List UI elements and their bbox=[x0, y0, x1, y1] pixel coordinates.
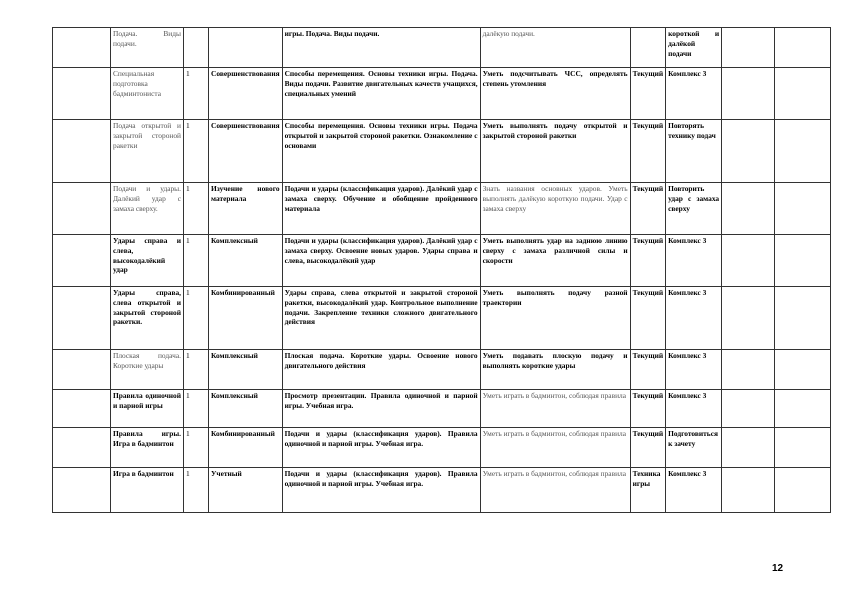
lesson-number-cell bbox=[53, 428, 111, 468]
content-cell: Подачи и удары (классификация ударов). Правила одиночной и парной игры. Учебная игра. bbox=[282, 468, 480, 513]
topic-cell: Плоская подача. Короткие удары bbox=[111, 350, 184, 390]
hours-cell: 1 bbox=[184, 350, 209, 390]
fact-date-cell bbox=[775, 183, 831, 235]
lesson-number-cell bbox=[53, 28, 111, 68]
topic-cell: Подача открытой и закрытой стороной ракетки bbox=[111, 120, 184, 183]
plan-date-cell bbox=[722, 350, 775, 390]
content-cell: Просмотр презентации. Правила одиночной и парной игры. Учебная игра. bbox=[282, 390, 480, 428]
table-row bbox=[53, 28, 831, 68]
homework-cell: короткой и далёкой подачи bbox=[666, 28, 722, 68]
lesson-number-cell bbox=[53, 183, 111, 235]
table-row bbox=[53, 68, 831, 120]
hours-cell: 1 bbox=[184, 235, 209, 287]
lesson-number-cell bbox=[53, 468, 111, 513]
control-cell: Текущий bbox=[630, 120, 666, 183]
homework-cell: Повторить удар с замаха сверху bbox=[666, 183, 722, 235]
table-row bbox=[53, 428, 831, 468]
lesson-type-cell: Комплексный bbox=[209, 390, 283, 428]
lesson-number-cell bbox=[53, 235, 111, 287]
content-cell: Способы перемещения. Основы техники игры. Подача открытой и закрытой стороной ракетки. Ознакомление с основами bbox=[282, 120, 480, 183]
lesson-number-cell bbox=[53, 287, 111, 350]
fact-date-cell bbox=[775, 350, 831, 390]
plan-date-cell bbox=[722, 183, 775, 235]
plan-date-cell bbox=[722, 468, 775, 513]
table-row bbox=[53, 468, 831, 513]
hours-cell bbox=[184, 28, 209, 68]
content-cell: Плоская подача. Короткие удары. Освоение нового двигательного действия bbox=[282, 350, 480, 390]
table-row bbox=[53, 183, 831, 235]
fact-date-cell bbox=[775, 390, 831, 428]
lesson-type-cell: Комбинированный bbox=[209, 428, 283, 468]
homework-cell: Комплекс 3 bbox=[666, 68, 722, 120]
lesson-number-cell bbox=[53, 350, 111, 390]
topic-cell: Специальная подготовка бадминтониста bbox=[111, 68, 184, 120]
hours-cell: 1 bbox=[184, 390, 209, 428]
plan-date-cell bbox=[722, 428, 775, 468]
hours-cell: 1 bbox=[184, 468, 209, 513]
fact-date-cell bbox=[775, 235, 831, 287]
requirements-cell: Знать названия основных ударов. Уметь выполнять далёкую короткую подачи. Удар с замаха сверху bbox=[480, 183, 630, 235]
homework-cell: Комплекс 3 bbox=[666, 287, 722, 350]
topic-cell: Игра в бадминтон bbox=[111, 468, 184, 513]
lesson-number-cell bbox=[53, 390, 111, 428]
lesson-type-cell bbox=[209, 28, 283, 68]
page-number: 12 bbox=[772, 563, 784, 574]
control-cell: Текущий bbox=[630, 390, 666, 428]
homework-cell: Комплекс 3 bbox=[666, 390, 722, 428]
requirements-cell: Уметь играть в бадминтон, соблюдая правила bbox=[480, 390, 630, 428]
content-cell: Подачи и удары (классификация ударов). Далёкий удар с замаха сверху. Освоение новых ударов. Удары справа и слева, высокодалёкий удар bbox=[282, 235, 480, 287]
hours-cell: 1 bbox=[184, 120, 209, 183]
topic-cell: Удары справа, слева открытой и закрытой стороной ракетки. bbox=[111, 287, 184, 350]
plan-date-cell bbox=[722, 28, 775, 68]
homework-cell: Комплекс 3 bbox=[666, 350, 722, 390]
lesson-type-cell: Изучение нового материала bbox=[209, 183, 283, 235]
requirements-cell: далёкую подачи. bbox=[480, 28, 630, 68]
lesson-type-cell: Совершенствования bbox=[209, 68, 283, 120]
requirements-cell: Уметь выполнять удар на заднюю линию сверху с замаха различной силы и скорости bbox=[480, 235, 630, 287]
topic-cell: Правила одиночной и парной игры bbox=[111, 390, 184, 428]
content-cell: игры. Подача. Виды подачи. bbox=[282, 28, 480, 68]
table-row bbox=[53, 120, 831, 183]
lesson-number-cell bbox=[53, 68, 111, 120]
lesson-type-cell: Совершенствования bbox=[209, 120, 283, 183]
control-cell: Текущий bbox=[630, 428, 666, 468]
content-cell: Подачи и удары (классификация ударов). Далёкий удар с замаха сверху. Обучение и обобщение пройденного материала bbox=[282, 183, 480, 235]
requirements-cell: Уметь играть в бадминтон, соблюдая правила bbox=[480, 468, 630, 513]
lesson-number-cell bbox=[53, 120, 111, 183]
topic-cell: Подача. Виды подачи. bbox=[111, 28, 184, 68]
requirements-cell: Уметь подсчитывать ЧСС, определять степень утомления bbox=[480, 68, 630, 120]
fact-date-cell bbox=[775, 468, 831, 513]
hours-cell: 1 bbox=[184, 68, 209, 120]
table-row bbox=[53, 287, 831, 350]
plan-date-cell bbox=[722, 235, 775, 287]
fact-date-cell bbox=[775, 120, 831, 183]
lesson-type-cell: Комплексный bbox=[209, 350, 283, 390]
requirements-cell: Уметь подавать плоскую подачу и выполнять короткие удары bbox=[480, 350, 630, 390]
hours-cell: 1 bbox=[184, 287, 209, 350]
hours-cell: 1 bbox=[184, 428, 209, 468]
content-cell: Удары справа, слева открытой и закрытой стороной ракетки, высокодалёкий удар. Контрольное выполнение подачи. Закрепление техники сложного двигательного действия bbox=[282, 287, 480, 350]
plan-date-cell bbox=[722, 120, 775, 183]
topic-cell: Удары справа и слева, высокодалёкий удар bbox=[111, 235, 184, 287]
plan-date-cell bbox=[722, 68, 775, 120]
table-row bbox=[53, 350, 831, 390]
homework-cell: Комплекс 3 bbox=[666, 235, 722, 287]
table-row bbox=[53, 235, 831, 287]
control-cell bbox=[630, 28, 666, 68]
fact-date-cell bbox=[775, 428, 831, 468]
content-cell: Способы перемещения. Основы техники игры. Подача. Виды подачи. Развитие двигательных качеств учащихся, специальных умений bbox=[282, 68, 480, 120]
homework-cell: Подготовиться к зачету bbox=[666, 428, 722, 468]
topic-cell: Правила игры. Игра в бадминтон bbox=[111, 428, 184, 468]
lesson-plan-table bbox=[52, 27, 831, 513]
content-cell: Подачи и удары (классификация ударов). Правила одиночной и парной игры. Учебная игра. bbox=[282, 428, 480, 468]
hours-cell: 1 bbox=[184, 183, 209, 235]
lesson-type-cell: Учетный bbox=[209, 468, 283, 513]
control-cell: Текущий bbox=[630, 235, 666, 287]
lesson-type-cell: Комплексный bbox=[209, 235, 283, 287]
table-row bbox=[53, 390, 831, 428]
control-cell: Техника игры bbox=[630, 468, 666, 513]
control-cell: Текущий bbox=[630, 287, 666, 350]
control-cell: Текущий bbox=[630, 68, 666, 120]
homework-cell: Повторять технику подач bbox=[666, 120, 722, 183]
plan-date-cell bbox=[722, 287, 775, 350]
requirements-cell: Уметь выполнять подачу разной траектории bbox=[480, 287, 630, 350]
fact-date-cell bbox=[775, 68, 831, 120]
homework-cell: Комплекс 3 bbox=[666, 468, 722, 513]
topic-cell: Подачи и удары. Далёкий удар с замаха сверху. bbox=[111, 183, 184, 235]
requirements-cell: Уметь выполнять подачу открытой и закрытой стороной ракетки bbox=[480, 120, 630, 183]
requirements-cell: Уметь играть в бадминтон, соблюдая правила bbox=[480, 428, 630, 468]
control-cell: Текущий bbox=[630, 350, 666, 390]
control-cell: Текущий bbox=[630, 183, 666, 235]
fact-date-cell bbox=[775, 287, 831, 350]
lesson-type-cell: Комбинированный bbox=[209, 287, 283, 350]
plan-date-cell bbox=[722, 390, 775, 428]
fact-date-cell bbox=[775, 28, 831, 68]
